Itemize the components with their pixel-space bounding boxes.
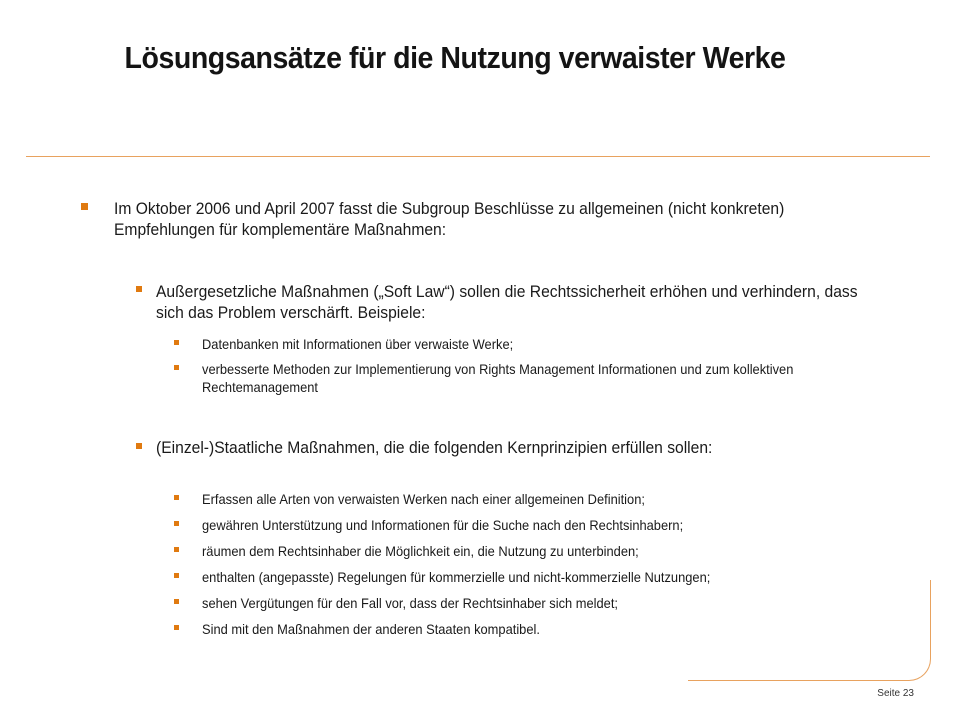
bullet-soft-law-text: Außergesetzliche Maßnahmen („Soft Law“) sollen die Rechtssicherheit erhöhen und verhindern, dass sich das Problem verschärft. Beispiele: [156, 282, 858, 322]
bullet-square-icon [174, 365, 179, 370]
list-item: enthalten (angepasste) Regelungen für kommerzielle und nicht-kommerzielle Nutzungen; [202, 569, 711, 585]
bullet-square-icon [81, 203, 88, 210]
bullet-square-icon [174, 547, 179, 552]
bullet-square-icon [174, 573, 179, 578]
title-divider [26, 156, 930, 157]
list-item: Erfassen alle Arten von verwaisten Werken nach einer allgemeinen Definition; [202, 491, 645, 507]
bullet-square-icon [174, 521, 179, 526]
list-item: Datenbanken mit Informationen über verwaiste Werke; [202, 336, 514, 352]
slide-title: Lösungsansätze für die Nutzung verwaister Werke [124, 40, 786, 75]
bullet-square-icon [136, 286, 142, 292]
list-item: gewähren Unterstützung und Informationen für die Suche nach den Rechtsinhabern; [202, 517, 684, 533]
list-item: verbesserte Methoden zur Implementierung von Rights Management Informationen und zum kollektiven Rechtemanagement [202, 361, 794, 395]
bullet-square-icon [174, 599, 179, 604]
list-item: sehen Vergütungen für den Fall vor, dass der Rechtsinhaber sich meldet; [202, 595, 618, 611]
bullet-square-icon [174, 340, 179, 345]
page-number: Seite 23 [877, 688, 914, 699]
bullet-state-measures-text: (Einzel-)Staatliche Maßnahmen, die die folgenden Kernprinzipien erfüllen sollen: [156, 438, 713, 457]
bullet-square-icon [174, 495, 179, 500]
list-item: räumen dem Rechtsinhaber die Möglichkeit ein, die Nutzung zu unterbinden; [202, 543, 639, 559]
bullet-square-icon [174, 625, 179, 630]
list-item: Sind mit den Maßnahmen der anderen Staaten kompatibel. [202, 621, 540, 637]
bullet-square-icon [136, 443, 142, 449]
bullet-main-text: Im Oktober 2006 und April 2007 fasst die Subgroup Beschlüsse zu allgemeinen (nicht konkreten) Empfehlungen für komplementäre Maßnahmen: [114, 199, 785, 239]
